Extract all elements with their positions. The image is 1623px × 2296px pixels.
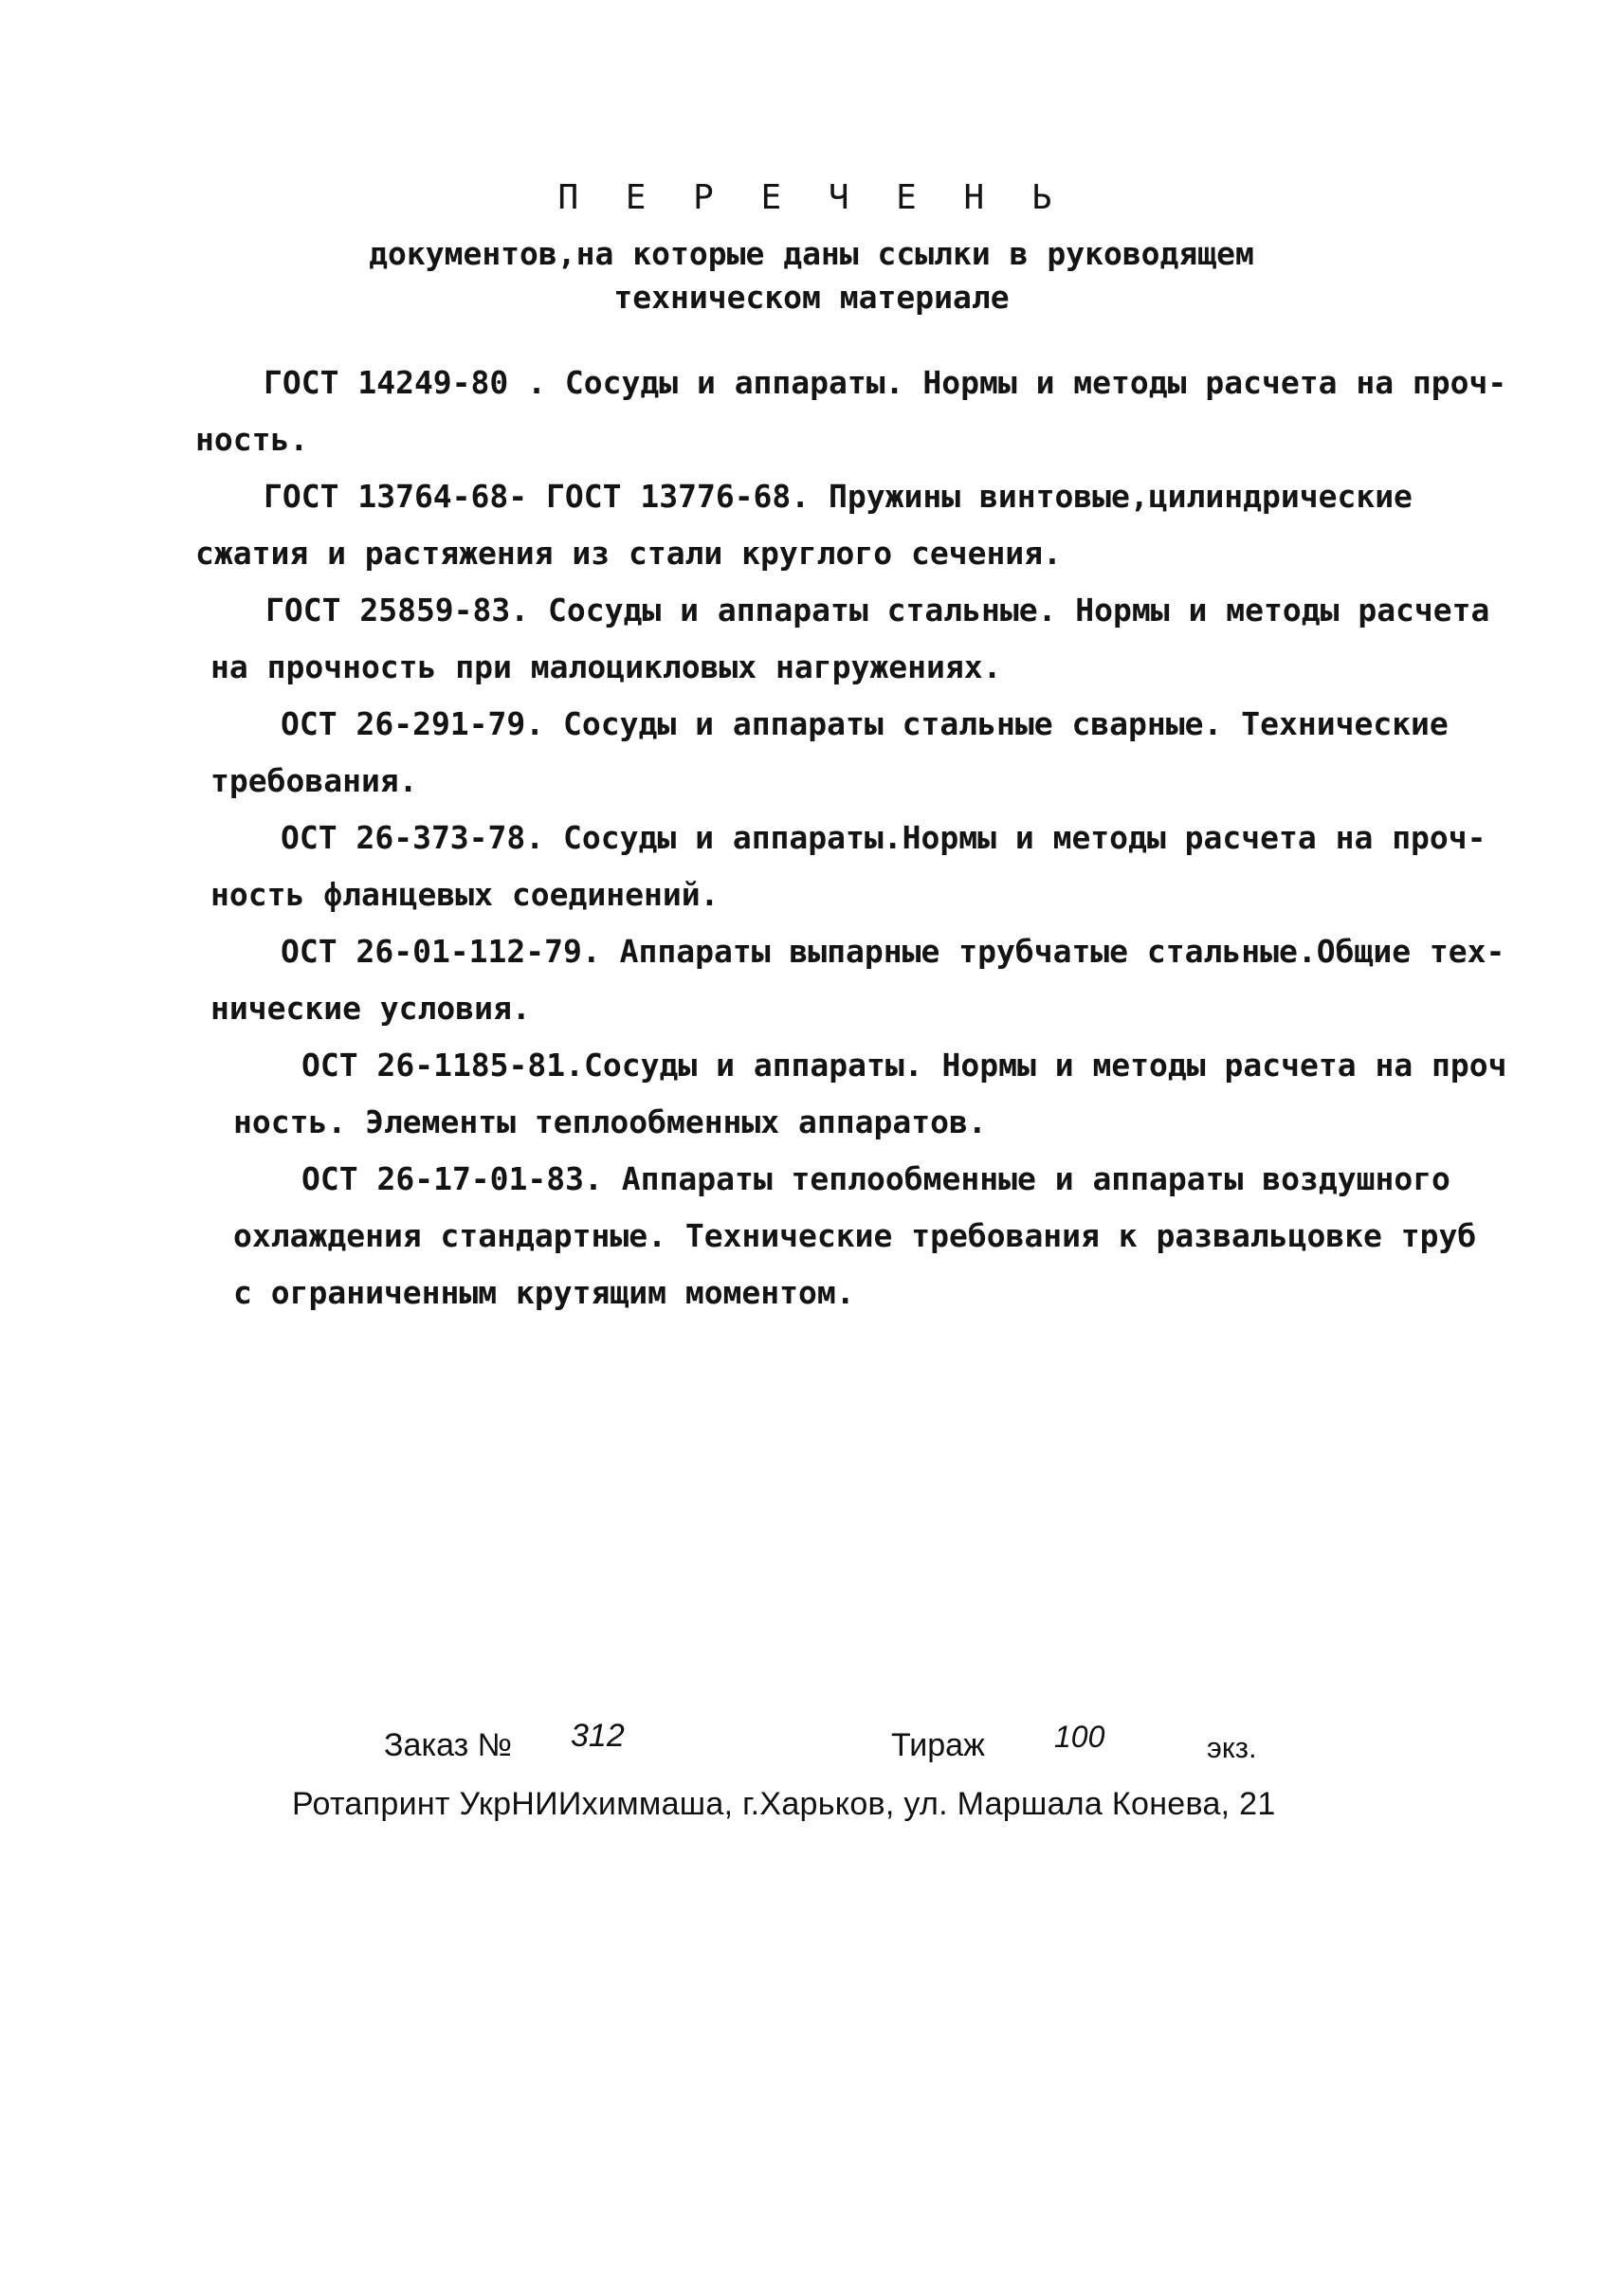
order-number: 312 <box>571 1718 625 1754</box>
entry-7-line2: ность. Элементы теплообменных аппаратов. <box>233 1103 987 1140</box>
entry-8-line1: ОСТ 26-17-01-83. Аппараты теплообменные и аппараты воздушного <box>301 1160 1450 1197</box>
entry-4-line1: ОСТ 26-291-79. Сосуды и аппараты стальные сварные. Технические <box>281 705 1449 742</box>
entry-8-line3: с ограниченным крутящим моментом. <box>233 1274 855 1311</box>
entry-6-line1: ОСТ 26-01-112-79. Аппараты выпарные трубчатые стальные.Общие тех- <box>281 933 1505 970</box>
entry-1-line1: ГОСТ 14249-80 . Сосуды и аппараты. Нормы и методы расчета на проч- <box>264 364 1507 401</box>
entry-7-line1: ОСТ 26-1185-81.Сосуды и аппараты. Нормы и методы расчета на проч <box>301 1047 1507 1084</box>
entry-6-line2: нические условия. <box>210 990 531 1027</box>
copies-label: экз. <box>1207 1731 1257 1764</box>
entry-8-line2: охлаждения стандартные. Технические требования к развальцовке труб <box>233 1217 1477 1254</box>
tirage-number: 100 <box>1054 1720 1105 1754</box>
entry-5-line2: ность фланцевых соединений. <box>210 876 720 913</box>
document-subtitle-line2: техническом материале <box>613 279 1010 316</box>
entry-4-line2: требования. <box>210 762 418 799</box>
order-label: Заказ № <box>384 1727 513 1763</box>
entry-3-line1: ГОСТ 25859-83. Сосуды и аппараты стальные. Нормы и методы расчета <box>265 592 1490 629</box>
document-title: П Е Р Е Ч Е Н Ь <box>557 178 1066 217</box>
tirage-label: Тираж <box>891 1727 985 1763</box>
entry-1-line2: ность. <box>195 421 309 458</box>
entry-2-line1: ГОСТ 13764-68- ГОСТ 13776-68. Пружины винтовые,цилиндрические <box>264 478 1413 515</box>
entry-5-line1: ОСТ 26-373-78. Сосуды и аппараты.Нормы и методы расчета на проч- <box>281 819 1486 856</box>
document-subtitle-line1: документов,на которые даны ссылки в руководящем <box>369 235 1254 272</box>
printer-imprint: Ротапринт УкрНИИхиммаша, г.Харьков, ул. Маршала Конева, 21 <box>292 1786 1276 1822</box>
entry-2-line2: сжатия и растяжения из стали круглого сечения. <box>195 535 1062 572</box>
entry-3-line2: на прочность при малоцикловых нагружениях. <box>210 648 1002 685</box>
